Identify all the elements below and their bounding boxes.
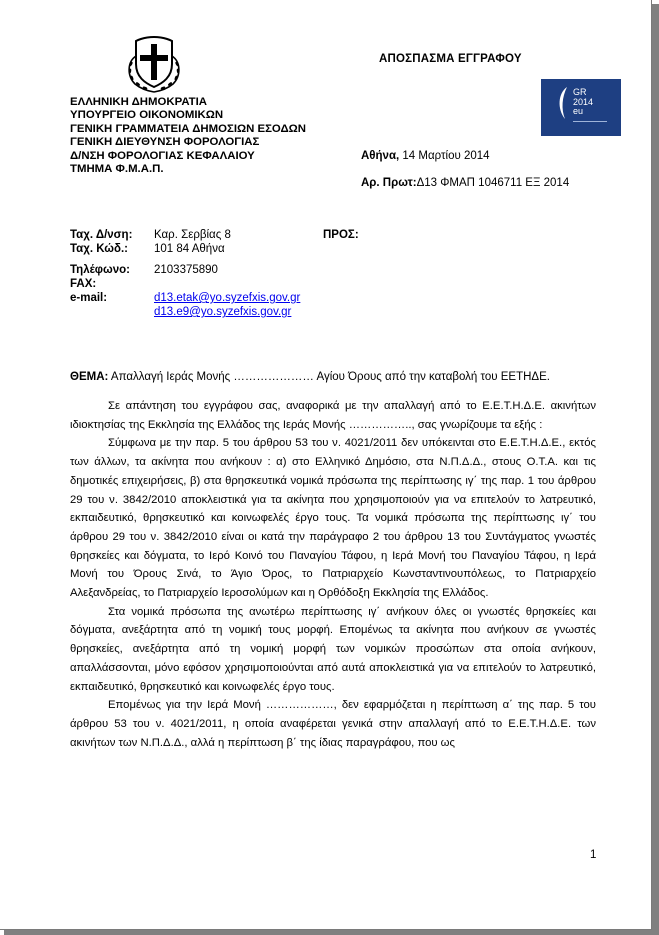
issuing-authority: [70, 96, 306, 176]
authority-line: ΥΠΟΥΡΓΕΙΟ ΟΙΚΟΝΟΜΙΚΩΝ: [70, 109, 224, 122]
body-paragraph: Σε απάντηση του εγγράφου σας, αναφορικά με την απαλλαγή από το Ε.Ε.Τ.Η.Δ.Ε. ακινήτων ιδιοκτησίας της Εκκλησία της Ελλάδος της Ιεράς Μονής …………….., σας γνωρίζουμε τα εξής :: [70, 400, 596, 431]
greek-coat-of-arms-icon: [123, 34, 185, 94]
authority-line: ΤΜΗΜΑ Φ.Μ.Α.Π.: [70, 163, 164, 176]
document-date: Αθήνα, 14 Μαρτίου 2014: [361, 150, 490, 162]
body-paragraph: Στα νομικά πρόσωπα της ανωτέρω περίπτωσης ιγ΄ ανήκουν όλες οι γνωστές θρησκείες και δόγματα, ανεξάρτητα από τη νομική τους μορφή. Επομένως τα ακίνητα που ανήκουν σε γνωστές θρησκείες, ανεξάρτητα από τη νομική μορφή των νομικών προσώπων στα οποία ανήκουν, απαλλάσσονται, μόνο εφόσον χρησιμοποιούνται από αυτά αποκλειστικά για να επιτελούν το λατρευτικό, εκπαιδευτικό, θρησκευτικό και κοινωφελές έργο τους.: [70, 605, 596, 693]
logo-caption-line: [573, 121, 607, 122]
logo-mark-icon: [555, 85, 573, 121]
email-link[interactable]: d13.e9@yo.syzefxis.gov.gr: [154, 306, 292, 318]
protocol-number: Αρ. Πρωτ:Δ13 ΦΜΑΠ 1046711 ΕΞ 2014: [361, 177, 570, 189]
letter-body: [70, 397, 596, 752]
gr2014-presidency-logo: [541, 79, 621, 136]
subject-line: ΘΕΜΑ: Απαλλαγή Ιεράς Μονής ………………… Αγίου Όρους από την καταβολή του ΕΕΤΗΔΕ.: [70, 371, 550, 383]
authority-line: ΓΕΝΙΚΗ ΔΙΕΥΘΥΝΣΗ ΦΟΡΟΛΟΓΙΑΣ: [70, 136, 260, 149]
document-type-title: ΑΠΟΣΠΑΣΜΑ ΕΓΓΡΑΦΟΥ: [379, 53, 522, 65]
page-number: 1: [590, 849, 597, 861]
authority-line: Δ/ΝΣΗ ΦΟΡΟΛΟΓΙΑΣ ΚΕΦΑΛΑΙΟΥ: [70, 149, 255, 162]
body-paragraph: Επομένως για την Ιερά Μονή ………………, δεν εφαρμόζεται η περίπτωση α΄ της παρ. 5 του άρθρου 53 του ν. 4021/2011, η οποία αναφέρεται γενικά στην απαλλαγή από το Ε.Ε.Τ.Η.Δ.Ε. των ακινήτων των Ν.Π.Δ.Δ., αλλά η περίπτωση β΄ της ίδιας παραγράφου, που ως: [70, 699, 596, 749]
logo-text: GR 2014 eu: [573, 87, 594, 116]
recipient-label: ΠΡΟΣ:: [323, 229, 359, 241]
document-page: ΕΛΛΗΝΙΚΗ ΔΗΜΟΚΡΑΤΙΑ ΥΠΟΥΡΓΕΙΟ ΟΙΚΟΝΟΜΙΚΩΝ ΓΕΝΙΚΗ ΓΡΑΜΜΑΤΕΙΑ ΔΗΜΟΣΙΩΝ ΕΣΟΔΩΝ ΓΕΝΙΚΗ ΔΙΕΥΘΥΝΣΗ ΦΟΡΟΛΟΓΙΑΣ Δ/ΝΣΗ ΦΟΡΟΛΟΓΙΑΣ ΚΕΦΑΛΑΙΟΥ ΤΜΗΜΑ Φ.Μ.Α.Π. ΑΠΟΣΠΑΣΜΑ ΕΓΓΡΑΦΟΥ GR 2014 eu Αθήνα, 14 Μαρτίου 2014 Αρ. Πρωτ:Δ13 ΦΜΑΠ 1046711 ΕΞ 2014 Ταχ. Δ/νση: Καρ. Σερβίας 8 Ταχ. Κώδ.: 101 84 Αθήνα Τηλέφωνο: 2103375890 FAX: e-mail: d13.etak@yo.syzefxis.gov.gr d13.e9@yo.syzefxis.gov.gr ΠΡΟΣ: ΘΕΜΑ: Απαλλαγή Ιεράς Μονής ………………… Αγίου Όρους από την καταβολή του ΕΕΤΗΔΕ. Σε απάντηση του εγγράφου σας, αναφορικά με την απαλλαγή από το Ε.Ε.Τ.Η.Δ.Ε. ακινήτων ιδιοκτησίας της Εκκλησία της Ελλάδος της Ιεράς Μονής …………….., σας γνωρίζουμε τα εξής : Σύμφωνα με την παρ. 5 του άρθρου 53 του ν. 4021/2011 δεν υπόκεινται στο Ε.Ε.Τ.Η.Δ.Ε., εκτός των άλλων, τα ακίνητα που ανήκουν : α) στο Ελληνικό Δημόσιο, στα Ν.Π.Δ.Δ., στους Ο.Τ.Α. και τις δημοτικές επιχειρήσεις, β) στα θρησκευτικά νομικά πρόσωπα της περίπτωσης ιγ΄ της παρ. 1 του άρθρου 29 του ν. 3842/2010 αποκλειστικά για τα ακίνητα που χρησιμοποιούν για να επιτελούν το λατρευτικό, εκπαιδευτικό, θρησκευτικό και κοινωφελές έργο τους. Τα νομικά πρόσωπα της περίπτωσης ιγ΄ του άρθρου 29 του ν. 3842/2010 είναι οι κατά την παράγραφο 2 του άρθρου 13 του Συντάγματος γνωστές θρησκείες και δόγματα, το Ιερό Κοινό του Παναγίου Τάφου, η Ιερά Μονή του Παναγίου Τάφου, η Ιερά Μονή του Όρους Σινά, το Άγιο Όρος, το Πατριαρχείο Κωνσταντινουπόλεως, το Πατριαρχείο Αλεξανδρείας, το Πατριαρχείο Ιεροσολύμων και η Ορθόδοξη Εκκλησία της Ελλάδος. Στα νομικά πρόσωπα της ανωτέρω περίπτωσης ιγ΄ ανήκουν όλες οι γνωστές θρησκείες και δόγματα, ανεξάρτητα από τη νομική τους μορφή. Επομένως τα ακίνητα που ανήκουν σε γνωστές θρησκείες, ανεξάρτητα από τη νομική μορφή των νομικών προσώπων στα οποία ανήκουν, απαλλάσσονται, μόνο εφόσον χρησιμοποιούνται από αυτά αποκλειστικά για να επιτελούν το λατρευτικό, εκπαιδευτικό, θρησκευτικό και κοινωφελές έργο τους. Επομένως για την Ιερά Μονή ………………, δεν εφαρμόζεται η περίπτωση α΄ της παρ. 5 του άρθρου 53 του ν. 4021/2011, η οποία αναφέρεται γενικά στην απαλλαγή από το Ε.Ε.Τ.Η.Δ.Ε. των ακινήτων των Ν.Π.Δ.Δ., αλλά η περίπτωση β΄ της ίδιας παραγράφου, που ως 1: [0, 0, 652, 930]
authority-line: ΓΕΝΙΚΗ ΓΡΑΜΜΑΤΕΙΑ ΔΗΜΟΣΙΩΝ ΕΣΟΔΩΝ: [70, 122, 307, 135]
body-paragraph: Σύμφωνα με την παρ. 5 του άρθρου 53 του ν. 4021/2011 δεν υπόκεινται στο Ε.Ε.Τ.Η.Δ.Ε., εκτός των άλλων, τα ακίνητα που ανήκουν : α) στο Ελληνικό Δημόσιο, στα Ν.Π.Δ.Δ., στους Ο.Τ.Α. και τις δημοτικές επιχειρήσεις, β) στα θρησκευτικά νομικά πρόσωπα της περίπτωσης ιγ΄ της παρ. 1 του άρθρου 29 του ν. 3842/2010 αποκλειστικά για τα ακίνητα που χρησιμοποιούν για να επιτελούν το λατρευτικό, εκπαιδευτικό, θρησκευτικό και κοινωφελές έργο τους. Τα νομικά πρόσωπα της περίπτωσης ιγ΄ του άρθρου 29 του ν. 3842/2010 είναι οι κατά την παράγραφο 2 του άρθρου 13 του Συντάγματος γνωστές θρησκείες και δόγματα, το Ιερό Κοινό του Παναγίου Τάφου, η Ιερά Μονή του Παναγίου Τάφου, η Ιερά Μονή του Όρους Σινά, το Άγιο Όρος, το Πατριαρχείο Κωνσταντινουπόλεως, το Πατριαρχείο Αλεξανδρείας, το Πατριαρχείο Ιεροσολύμων και η Ορθόδοξη Εκκλησία της Ελλάδος.: [70, 437, 596, 600]
page-shadow-right: [652, 4, 659, 935]
page-shadow-bottom: [4, 930, 659, 935]
authority-line: ΕΛΛΗΝΙΚΗ ΔΗΜΟΚΡΑΤΙΑ: [70, 96, 207, 108]
email-link[interactable]: d13.etak@yo.syzefxis.gov.gr: [154, 292, 301, 304]
